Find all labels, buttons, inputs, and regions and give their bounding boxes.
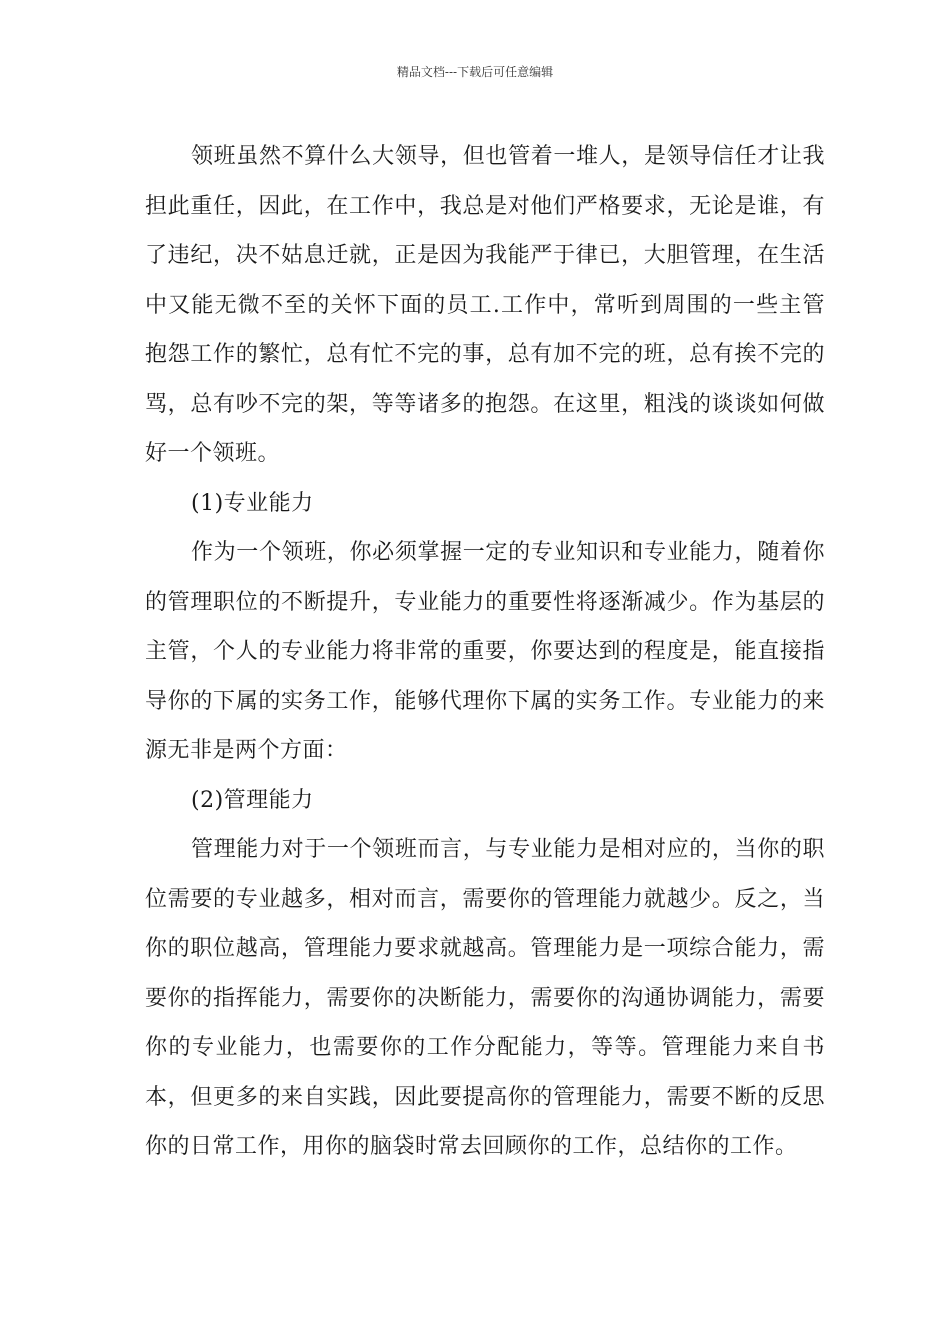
document-body xyxy=(145,132,825,1172)
page-header: 精品文档---下载后可任意编辑 xyxy=(396,65,554,79)
section-heading-professional-ability: (1)专业能力 xyxy=(191,490,314,516)
paragraph-professional-ability: 作为一个领班，你必须掌握一定的专业知识和专业能力，随着你的管理职位的不断提升，专业能力的重要性将逐渐减少。作为基层的主管，个人的专业能力将非常的重要，你要达到的程度是，能直接指导你的下属的实务工作，能够代理你下属的实务工作。专业能力的来源无非是两个方面： xyxy=(145,540,825,763)
section-heading-management-ability: (2)管理能力 xyxy=(191,787,314,813)
paragraph-intro: 领班虽然不算什么大领导，但也管着一堆人，是领导信任才让我担此重任，因此，在工作中，我总是对他们严格要求，无论是谁，有了违纪，决不姑息迁就，正是因为我能严于律已，大胆管理，在生活中又能无微不至的关怀下面的员工.工作中，常听到周围的一些主管抱怨工作的繁忙，总有忙不完的事，总有加不完的班，总有挨不完的骂，总有吵不完的架，等等诸多的抱怨。在这里，粗浅的谈谈如何做好一个领班。 xyxy=(145,144,825,466)
paragraph-management-ability: 管理能力对于一个领班而言，与专业能力是相对应的，当你的职位需要的专业越多，相对而言，需要你的管理能力就越少。反之，当你的职位越高，管理能力要求就越高。管理能力是一项综合能力，需要你的指挥能力，需要你的决断能力，需要你的沟通协调能力，需要你的专业能力，也需要你的工作分配能力，等等。管理能力来自书本，但更多的来自实践，因此要提高你的管理能力，需要不断的反思你的日常工作，用你的脑袋时常去回顾你的工作，总结你的工作。 xyxy=(145,837,825,1159)
